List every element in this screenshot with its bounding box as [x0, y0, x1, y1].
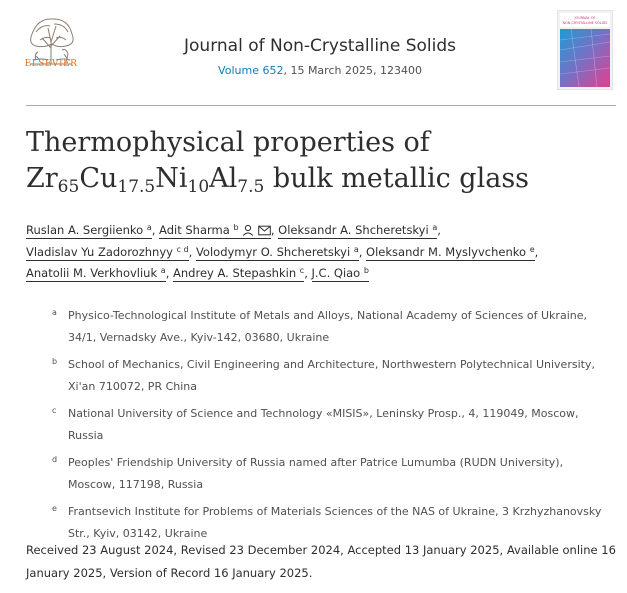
header-divider	[26, 105, 616, 106]
formula-subscript: 10	[187, 177, 210, 197]
affiliation-label: d	[52, 455, 58, 464]
affiliation-label: c	[52, 406, 57, 415]
formula-element: Cu	[79, 163, 118, 194]
affiliation-label: e	[52, 504, 57, 513]
affiliation-text: Frantsevich Institute for Problems of Materials Sciences of the NAS of Ukraine, 3 Krzhyzhanovsky Str., Kyiv, 03142, Ukraine	[68, 505, 602, 540]
formula-element: Al	[209, 163, 238, 194]
author-name: Anatolii M. Verkhovliuk	[26, 266, 158, 280]
formula-subscript: 17.5	[117, 177, 156, 197]
title-tail: bulk metallic glass	[264, 163, 530, 194]
volume-link[interactable]: Volume 652	[218, 64, 284, 77]
cover-title-line2: NON-CRYSTALLINE SOLIDS	[562, 21, 608, 25]
formula-subscript: 65	[57, 177, 80, 197]
affiliation-item	[52, 452, 612, 495]
author-affiliation-sup: c	[299, 266, 305, 275]
author-affiliation-sup: a	[432, 223, 438, 232]
author-affiliation-sup: a	[160, 266, 166, 275]
journal-title-link[interactable]: Journal of Non-Crystalline Solids	[184, 36, 456, 56]
author-link[interactable]	[196, 245, 359, 261]
article-history-dates: Received 23 August 2024, Revised 23 December 2024, Accepted 13 January 2025, Available online 16 January 2025, Version of Record 16 January 2025.	[26, 543, 616, 580]
affiliation-text: School of Mechanics, Civil Engineering and Architecture, Northwestern Polytechnical University, Xi'an 710072, PR China	[68, 358, 595, 393]
author-affiliation-sup: e	[529, 244, 535, 254]
author-name: Volodymyr O. Shcheretskyi	[195, 244, 351, 259]
journal-header	[0, 0, 627, 106]
person-icon	[242, 224, 254, 236]
author-link[interactable]	[159, 223, 271, 239]
issue-date: , 15 March 2025, 123400	[283, 64, 422, 77]
affiliation-text: Physico-Technological Institute of Metals and Alloys, National Academy of Sciences of Ukraine, 34/1, Vernadsky Ave., Kyiv-142, 03680, Ukraine	[68, 309, 587, 344]
author-affiliation-sup: b	[233, 223, 239, 232]
affiliation-item	[52, 403, 612, 446]
affiliation-text: National University of Science and Technology «MISIS», Leninsky Prosp., 4, 119049, Moscow, Russia	[68, 407, 579, 442]
author-name: Andrey A. Stepashkin	[173, 266, 297, 280]
affiliation-label: a	[52, 308, 57, 317]
author-link[interactable]	[26, 266, 166, 282]
formula-subscript: 7.5	[237, 177, 265, 197]
formula-element: Zr	[26, 163, 58, 194]
email-icon[interactable]	[258, 225, 271, 236]
publisher-wordmark: ELSEVIER	[24, 59, 78, 69]
author-affiliation-sup: b	[363, 266, 369, 275]
author-name: Oleksandr M. Myslyvchenko	[366, 244, 527, 259]
author-name: Oleksandr A. Shcheretskyi	[278, 223, 429, 237]
issue-info	[110, 64, 530, 77]
title-formula	[26, 163, 265, 197]
author-affiliation-sup: a	[146, 223, 152, 232]
author-link[interactable]	[173, 266, 304, 282]
author-name: Ruslan A. Sergiienko	[26, 223, 144, 237]
author-link[interactable]	[312, 266, 369, 282]
author-link[interactable]	[26, 245, 189, 261]
author-link[interactable]	[26, 223, 152, 239]
affiliation-item	[52, 305, 612, 348]
author-list: Ruslan A. Sergiienko $^a$, Adit Sharma $^b$ , Oleksandr A. Shcheretskyi $^a$, Vladislav Yu Zadorozhnyy $^{c d}$, Volodymyr O. Shcheretskyi $^a$, Oleksandr M. Myslyvchenko $^e$, Anatolii M. Verkhovliuk $^a$, Andrey A. Stepashkin $^c$, J.C. Qiao $^b$	[26, 223, 539, 280]
cover-title-line1: JOURNAL OF	[574, 16, 596, 20]
journal-cover-thumbnail[interactable]	[557, 10, 613, 90]
affiliation-item	[52, 501, 612, 544]
author-name: J.C. Qiao	[311, 266, 361, 280]
affiliation-list	[52, 305, 612, 550]
formula-element: Ni	[155, 163, 188, 194]
affiliation-item	[52, 354, 612, 397]
affiliation-text: Peoples' Friendship University of Russia named after Patrice Lumumba (RUDN University), Moscow, 117198, Russia	[68, 456, 564, 491]
article-title	[26, 125, 616, 197]
author-link[interactable]	[366, 245, 535, 261]
author-affiliation-sup: a	[353, 244, 359, 254]
author-name: Vladislav Yu Zadorozhnyy	[26, 244, 173, 259]
affiliation-label: b	[52, 357, 58, 366]
title-line1: Thermophysical properties of	[26, 127, 430, 158]
author-name: Adit Sharma	[159, 223, 230, 237]
author-affiliation-sup: c d	[176, 244, 189, 254]
author-link[interactable]	[278, 223, 437, 239]
